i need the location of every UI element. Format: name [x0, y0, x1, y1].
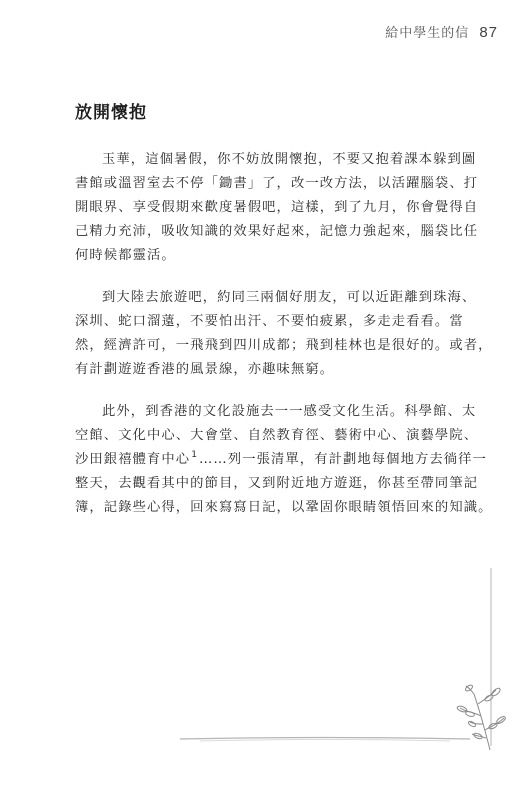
text-line: 此外，到香港的文化設施去一一感受文化生活。科學館、太	[102, 404, 477, 419]
text-line: 簿，記錄些心得，回來寫寫日記，以鞏固你眼睛領悟回來的知識。	[75, 500, 493, 515]
text-line: 開眼界、享受假期來歡度暑假吧，這樣，到了九月，你會覺得自	[75, 200, 479, 215]
text-line: 深圳、蛇口溜薳，不要怕出汗、不要怕疲累，多走走看看。當	[75, 314, 464, 329]
running-title: 給中學生的信	[385, 26, 470, 41]
text-line-with-footnote	[75, 448, 487, 472]
decorative-horizontal-line	[180, 732, 470, 744]
text-segment: ……列一張清單，有計劃地每個地方去徜徉一	[199, 452, 487, 467]
paragraph-3	[75, 400, 493, 520]
chapter-title: 放開懷抱	[75, 103, 147, 123]
paragraph-2	[75, 286, 493, 382]
text-segment: 沙田銀禧體育中心	[75, 452, 191, 467]
text-line: 書館或溫習室去不停「鋤書」了，改一改方法，以活躍腦袋、打	[75, 176, 479, 191]
text-line: 玉華，這個暑假，你不妨放開懷抱，不要又抱着課本躲到圖	[102, 152, 477, 167]
text-line: 己精力充沛，吸收知識的效果好起來，記憶力強起來，腦袋比任	[75, 224, 479, 239]
page-number: 87	[479, 24, 498, 41]
leaf-sprig-icon	[452, 684, 508, 754]
text-line: 整天，去觀看其中的節目，又到附近地方遊逛，你甚至帶同筆記	[75, 476, 479, 491]
text-line: 有計劃遊遊香港的風景線，亦趣味無窮。	[75, 362, 335, 377]
footnote-marker[interactable]: 1	[191, 450, 199, 460]
text-line: 然，經濟許可，一飛飛到四川成都；飛到桂林也是很好的。或者，	[75, 338, 493, 353]
text-line: 空館、文化中心、大會堂、自然教育徑、藝術中心、演藝學院、	[75, 428, 479, 443]
text-line: 何時候都靈活。	[75, 248, 176, 263]
text-line: 到大陸去旅遊吧，約同三兩個好朋友，可以近距離到珠海、	[102, 290, 477, 305]
paragraph-1	[75, 148, 479, 268]
body-text	[75, 148, 493, 538]
running-header	[385, 22, 498, 41]
